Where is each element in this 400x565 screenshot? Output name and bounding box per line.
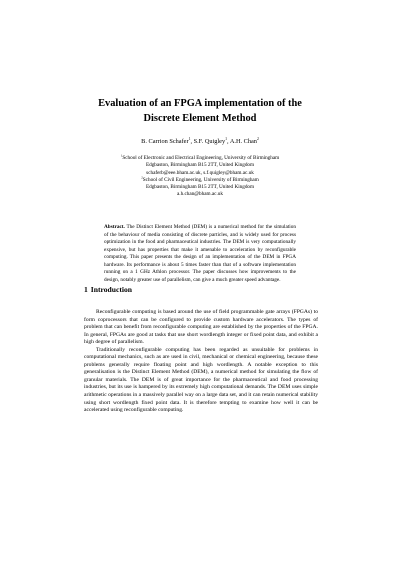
- abstract-text: The Distinct Element Method (DEM) is a numerical method for the simulation of the behaviour of media consisting of discrete particles, and is widely used for process optimization in the food and pharmaceutical industries. The DEM is very computationally expensive, but has properties that make it amenable to acceleration by reconfigurable computing. This paper presents the design of an implementation of the DEM in FPGA hardware. Its performance is about 5 times faster than that of a software implementation running on a 1 GHz Athlon processor. The paper discusses how improvements to the design, notably greater use of parallelism, can give a much greater speed advantage.: [104, 224, 297, 283]
- paper-title: Evaluation of an FPGA implementation of the Discrete Element Method: [98, 98, 302, 124]
- affiliation-line: $^1$School of Electronic and Electrical Engineering, University of Birmingham: [120, 153, 280, 161]
- section-heading: [84, 285, 132, 294]
- affiliation-email: a.h.chan@bham.ac.uk: [177, 191, 223, 198]
- affiliation-line: $^2$School of Civil Engineering, University of Birmingham: [141, 175, 259, 183]
- abstract-label: Abstract.: [104, 224, 125, 230]
- body-paragraph: Traditionally reconfigurable computing has been regarded as unsuitable for problems in computational mechanics, such as are used in civil, mechanical or chemical engineering, because these problems generally require floating point and high wordlength. A notable exception to this generalisation is the Distinct Element Method (DEM), a numerical method for simulating the flow of granular materials. The DEM is of great importance for the pharmaceutical and food processing industries, but its use is hampered by its extremely high computational demands. The DEM uses simple arithmetic operations in a massively parallel way on a large data set, and it can retain numerical stability using short wordlength fixed point data. It is therefore tempting to examine how well it can be accelerated using reconfigurable computing.: [84, 346, 318, 414]
- affiliation-email: schaferb@eee.bham.ac.uk, s.f.quigley@bham.ac.uk: [146, 169, 254, 176]
- affiliations: [80, 155, 320, 199]
- author-name: A.H. Chan: [229, 138, 257, 145]
- author-affil-mark: 2: [256, 136, 259, 141]
- affiliation-mark: 1: [120, 153, 123, 158]
- affiliation-mark: 2: [141, 175, 143, 180]
- body-paragraph: Reconfigurable computing is based around the use of field programmable gate arrays (FPGAs) to form coprocessors that can be configured to provide custom hardware accelerators. The types of problem that can benefit from reconfigurable computing are established by the properties of the FPGA. In general, FPGAs are good at tasks that use short wordlength integer or fixed point data, and exhibit a high degree of parallelism.: [84, 309, 318, 346]
- author-line: B. Carrion Schafer$^1$, S.F. Quigley$^1$, A.H. Chan$^2$: [141, 136, 259, 145]
- author-name: S.F. Quigley: [193, 138, 226, 145]
- affiliation-line: Edgbaston, Birmingham B15 2TT, United Kingdom: [145, 184, 255, 191]
- author-affil-mark: 1: [225, 136, 228, 141]
- section-title: Introduction: [90, 285, 133, 294]
- author-name: B. Carrion Schafer: [141, 138, 189, 145]
- author-affil-mark: 1: [188, 136, 191, 141]
- abstract: [104, 224, 296, 284]
- section-number: 1: [84, 285, 88, 294]
- section-body: [84, 309, 318, 415]
- affiliation-line: Edgbaston, Birmingham B15 2TT, United Kingdom: [145, 162, 255, 169]
